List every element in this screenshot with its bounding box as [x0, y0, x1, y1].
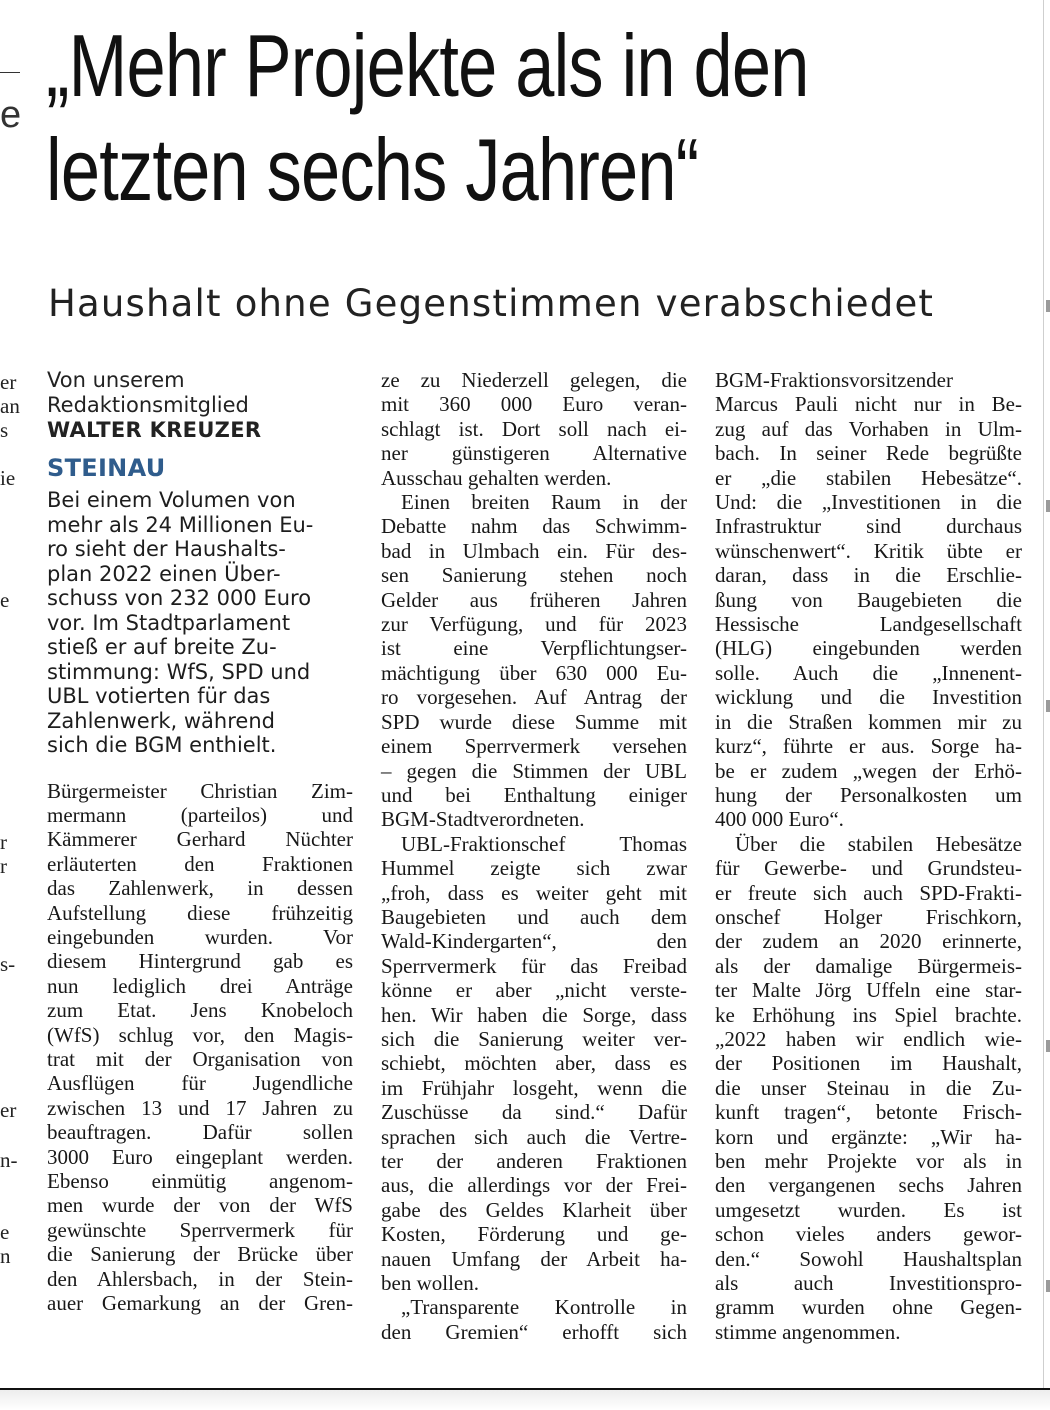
- adjacent-text-fragment: e: [0, 94, 22, 136]
- subheadline: Haushalt ohne Gegenstimmen verabschiedet: [48, 282, 935, 325]
- headline-line: letzten sechs Jahren“: [46, 120, 699, 219]
- text-line: ist eine Verpflichtungser-: [381, 636, 687, 661]
- text-line: bach. In seiner Rede begrüßte: [715, 441, 1022, 466]
- text-line: beauftragen. Dafür sollen: [47, 1120, 353, 1145]
- text-line: Bürgermeister Christian Zim-: [47, 778, 353, 803]
- text-line: im Frühjahr losgeht, wenn die: [381, 1075, 687, 1100]
- text-line: nauen Umfang der Arbeit ha-: [381, 1246, 687, 1271]
- text-line: wicklung und die Investition: [715, 685, 1022, 710]
- text-line: auer Gemarkung an der Gren-: [47, 1291, 353, 1316]
- adjacent-text-fragment: er: [0, 370, 17, 394]
- text-line: korn und ergänzte: „Wir ha-: [715, 1124, 1022, 1149]
- text-line: BGM-Stadtverordneten.: [381, 807, 585, 832]
- text-line: gabe des Geldes Klarheit über: [381, 1197, 687, 1222]
- text-line: diesem Hintergrund gab es: [47, 949, 353, 974]
- text-line: Kosten, Förderung und ge-: [381, 1222, 687, 1247]
- text-line: ben wollen.: [381, 1271, 479, 1296]
- text-line: Aufstellung diese frühzeitig: [47, 900, 353, 925]
- text-line: men wurde der von der WfS: [47, 1193, 353, 1218]
- text-line: zwischen 13 und 17 Jahren zu: [47, 1095, 353, 1120]
- text-line: ro vorgesehen. Auf Antrag der: [381, 685, 687, 710]
- text-line: hung der Personalkosten um: [715, 782, 1022, 807]
- text-line: (WfS) schlug vor, den Magis-: [47, 1022, 353, 1047]
- text-line: 400 000 Euro“.: [715, 807, 844, 832]
- text-line: „2022 haben wir endlich wie-: [715, 1026, 1022, 1051]
- text-line: stimme angenommen.: [715, 1319, 901, 1344]
- author-name: WALTER KREUZER: [47, 418, 262, 442]
- text-line: wünschenwert“. Kritik übte er: [715, 538, 1022, 563]
- text-line: Zuschüsse da sind.“ Dafür: [381, 1100, 687, 1125]
- text-line: ke Erhöhung ins Spiel brachte.: [715, 1002, 1022, 1027]
- text-line: könne er aber „nicht verste-: [381, 978, 687, 1003]
- lead-line: stieß er auf breite Zu-: [47, 635, 277, 659]
- lead-line: plan 2022 einen Über-: [47, 561, 281, 586]
- edge-mark: [1046, 1280, 1050, 1292]
- text-line: Ausschau gehalten werden.: [381, 465, 612, 490]
- text-line: Infrastruktur sind durchaus: [715, 514, 1022, 539]
- text-line: UBL-Fraktionschef Thomas: [401, 831, 687, 856]
- text-line: Baugebieten und auch dem: [381, 904, 687, 929]
- text-line: Ausflügen für Jugendliche: [47, 1071, 353, 1096]
- text-line: als auch Investitionspro-: [715, 1271, 1022, 1296]
- text-line: Kämmerer Gerhard Nüchter: [47, 827, 353, 852]
- text-line: er „die stabilen Hebesätze“.: [715, 465, 1022, 490]
- lead-line: Bei einem Volumen von: [47, 488, 296, 512]
- adjacent-text-fragment: e: [0, 1220, 10, 1244]
- text-line: „froh, dass es weiter geht mit: [381, 880, 687, 905]
- text-line: Hessische Landgesellschaft: [715, 612, 1022, 637]
- adjacent-text-fragment: e: [0, 588, 10, 612]
- text-line: be er zudem „wegen der Erhö-: [715, 758, 1022, 783]
- text-line: mit 360 000 Euro veran-: [381, 392, 687, 417]
- text-line: die unser Steinau in die Zu-: [715, 1075, 1022, 1100]
- body-text: [381, 368, 687, 1344]
- text-line: den.“ Sowohl Haushaltsplan: [715, 1246, 1022, 1271]
- text-line: ben mehr Projekte vor als in: [715, 1149, 1022, 1173]
- lead-line: sich die BGM enthielt.: [47, 733, 277, 757]
- text-line: ner günstigeren Alternative: [381, 441, 687, 466]
- text-line: Hummel zeigte sich zwar: [381, 856, 687, 881]
- text-line: ze zu Niederzell gelegen, die: [381, 368, 687, 392]
- text-line: der Positionen im Haushalt,: [715, 1051, 1022, 1076]
- lead-line: UBL votierten für das: [47, 684, 271, 708]
- edge-mark: [1046, 1040, 1050, 1052]
- text-line: 3000 Euro eingeplant werden.: [47, 1144, 353, 1169]
- text-line: Über die stabilen Hebesätze: [735, 831, 1022, 856]
- byline: [47, 368, 353, 443]
- text-line: „Transparente Kontrolle in: [401, 1295, 687, 1320]
- text-line: ter der anderen Fraktionen: [381, 1149, 687, 1173]
- text-line: Marcus Pauli nicht nur in Be-: [715, 392, 1022, 417]
- text-line: onschef Holger Frischkorn,: [715, 904, 1022, 929]
- article-column-1: [47, 368, 353, 1315]
- text-line: sen Sanierung stehen noch: [381, 563, 687, 588]
- adjacent-article-edge: [1043, 0, 1050, 1410]
- text-line: erläuterten den Fraktionen: [47, 851, 353, 876]
- byline-line: Von unserem: [47, 368, 185, 392]
- adjacent-text-fragment: n-: [0, 1148, 18, 1172]
- text-line: kurz“, führte er aus. Sorge ha-: [715, 734, 1022, 759]
- text-line: und bei Enthaltung einiger: [381, 782, 687, 807]
- article-column-3: [715, 368, 1022, 1344]
- text-line: hen. Wir haben die Sorge, dass: [381, 1002, 687, 1027]
- adjacent-text-fragment: s-: [0, 952, 16, 976]
- adjacent-text-fragment: s: [0, 418, 9, 442]
- text-line: BGM-Fraktionsvorsitzender: [715, 368, 953, 392]
- lead-line: Zahlenwerk, während: [47, 708, 275, 733]
- text-line: Debatte nahm das Schwimm-: [381, 514, 687, 539]
- text-line: mächtigung über 630 000 Eu-: [381, 660, 687, 685]
- lead-line: mehr als 24 Millionen Eu-: [47, 512, 314, 537]
- text-line: aus, die allerdings vor der Frei-: [381, 1173, 687, 1198]
- text-line: – gegen die Stimmen der UBL: [381, 758, 687, 783]
- text-line: den Ahlersbach, in der Stein-: [47, 1266, 353, 1291]
- text-line: als der damalige Bürgermeis-: [715, 953, 1022, 978]
- text-line: schlagt ist. Dort soll nach ei-: [381, 416, 687, 441]
- text-line: umgesetzt wurden. Es ist: [715, 1197, 1022, 1222]
- text-line: Wald-Kindergarten“, den: [381, 929, 687, 954]
- lead-paragraph: [47, 488, 353, 758]
- headline: [46, 14, 838, 222]
- text-line: daran, dass in die Erschlie-: [715, 563, 1022, 588]
- lead-line: ro sieht der Haushalts-: [47, 537, 286, 561]
- text-line: den vergangenen sechs Jahren: [715, 1173, 1022, 1198]
- adjacent-text-fragment: an: [0, 394, 20, 418]
- text-line: kunft tragen“, betonte Frisch-: [715, 1100, 1022, 1125]
- edge-mark: [1046, 300, 1050, 312]
- text-line: sprachen sich auch die Vertre-: [381, 1124, 687, 1149]
- body-text: [47, 779, 353, 1316]
- adjacent-text-fragment: n: [0, 1244, 11, 1268]
- text-line: trat mit der Organisation von: [47, 1046, 353, 1071]
- lead-line: vor. Im Stadtparlament: [47, 610, 291, 635]
- text-line: Sperrvermerk für das Freibad: [381, 953, 687, 978]
- text-line: nun lediglich drei Anträge: [47, 973, 353, 998]
- text-line: die Sanierung der Brücke über: [47, 1242, 353, 1267]
- text-line: der zudem an 2020 erinnerte,: [715, 929, 1022, 954]
- dateline: STEINAU: [47, 454, 166, 482]
- text-line: gewünschte Sperrvermerk für: [47, 1217, 353, 1242]
- adjacent-text-fragment: r: [0, 830, 7, 854]
- text-line: zur Verfügung, und für 2023: [381, 612, 687, 637]
- lead-line: stimmung: WfS, SPD und: [47, 659, 311, 684]
- text-line: (HLG) eingebunden werden: [715, 636, 1022, 661]
- text-line: einem Sperrvermerk versehen: [381, 734, 687, 759]
- text-line: in die Straßen kommen mir zu: [715, 709, 1022, 734]
- text-line: eingebunden wurden. Vor: [47, 924, 353, 949]
- edge-mark: [1046, 700, 1050, 712]
- headline-line: „Mehr Projekte als in den: [46, 16, 809, 115]
- page-edge: [0, 1390, 1050, 1410]
- text-line: schiebt, möchten aber, dass es: [381, 1051, 687, 1076]
- text-line: Ebenso einmütig angenom-: [47, 1169, 353, 1193]
- text-line: zum Etat. Jens Knobeloch: [47, 998, 353, 1023]
- adjacent-text-fragment: er: [0, 1098, 17, 1122]
- adjacent-text-fragment: ie: [0, 466, 16, 490]
- text-line: das Zahlenwerk, in dessen: [47, 876, 353, 901]
- article-column-2: [381, 368, 687, 1344]
- text-line: Und: die „Investitionen in die: [715, 490, 1022, 515]
- text-line: zug auf das Vorhaben in Ulm-: [715, 416, 1022, 441]
- text-line: für Gewerbe- und Grundsteu-: [715, 856, 1022, 881]
- text-line: sich die Sanierung weiter ver-: [381, 1026, 687, 1051]
- body-text: [715, 368, 1022, 1344]
- text-line: ter Malte Jörg Uffeln eine star-: [715, 978, 1022, 1003]
- text-line: Einen breiten Raum in der: [401, 490, 687, 515]
- text-line: den Gremien“ erhofft sich: [381, 1319, 687, 1344]
- adjacent-text-fragment: r: [0, 854, 7, 878]
- text-line: SPD wurde diese Summe mit: [381, 709, 687, 734]
- text-line: Gelder aus früheren Jahren: [381, 587, 687, 612]
- byline-line: Redaktionsmitglied: [47, 393, 249, 417]
- text-line: mermann (parteilos) und: [47, 802, 353, 827]
- edge-mark: [1046, 500, 1050, 512]
- text-line: ßung von Baugebieten die: [715, 587, 1022, 612]
- text-line: bad in Ulmbach ein. Für des-: [381, 538, 687, 563]
- divider: [0, 72, 20, 73]
- text-line: solle. Auch die „Innenent-: [715, 660, 1022, 685]
- lead-line: schuss von 232 000 Euro: [47, 586, 312, 610]
- text-line: er freute sich auch SPD-Frakti-: [715, 880, 1022, 905]
- adjacent-article-fragment: [0, 0, 34, 1410]
- text-line: gramm wurden ohne Gegen-: [715, 1295, 1022, 1320]
- text-line: schon vieles anders gewor-: [715, 1222, 1022, 1247]
